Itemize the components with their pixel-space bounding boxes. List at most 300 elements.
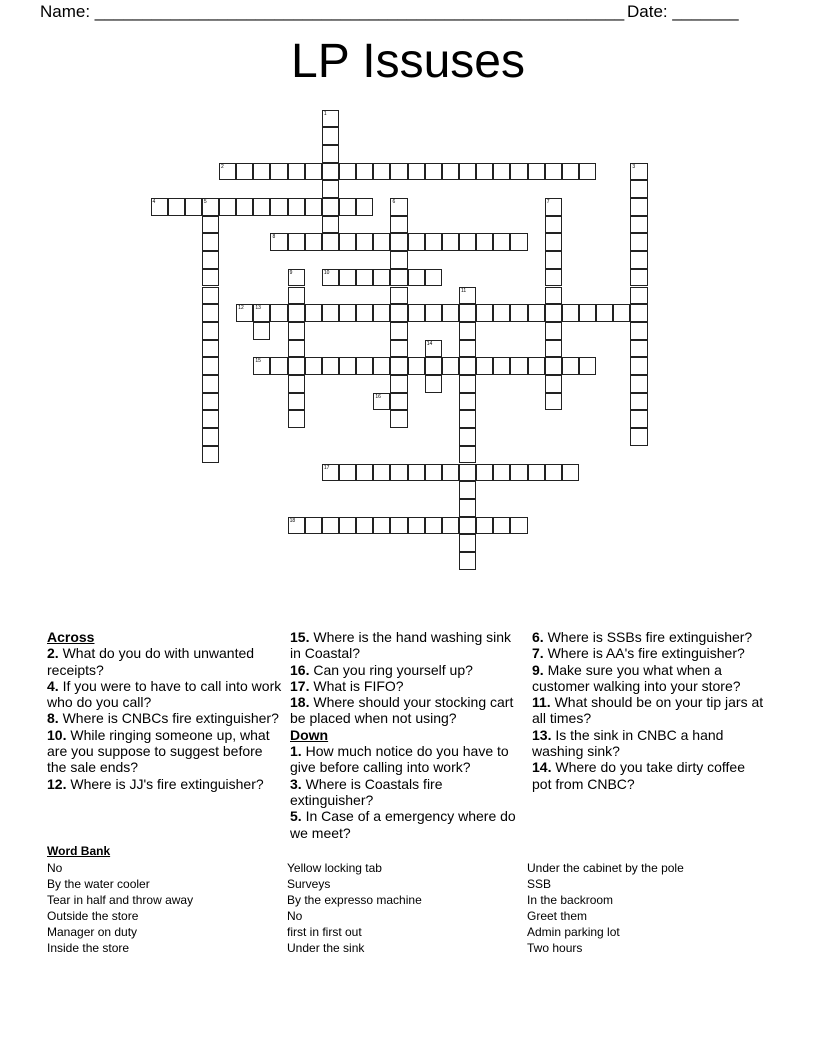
clue-item — [532, 629, 767, 645]
crossword-cell[interactable] — [459, 534, 476, 552]
crossword-cell[interactable] — [270, 233, 287, 251]
crossword-cell[interactable] — [493, 357, 510, 375]
crossword-cell[interactable] — [288, 340, 305, 358]
crossword-cell[interactable] — [425, 517, 442, 535]
clue-text: Where is CNBCs fire extinguisher? — [62, 710, 279, 727]
crossword-cell[interactable] — [425, 340, 442, 358]
crossword-cell[interactable] — [630, 233, 647, 251]
clue-text: Where is the hand washing sink in Coastal? — [290, 629, 512, 662]
clue-text: Where do you take dirty coffee pot from CNBC? — [532, 759, 745, 792]
crossword-cell[interactable] — [390, 216, 407, 234]
crossword-cell[interactable] — [202, 322, 219, 340]
crossword-cell[interactable] — [562, 464, 579, 482]
crossword-cell[interactable] — [270, 304, 287, 322]
crossword-cell[interactable] — [253, 322, 270, 340]
crossword-cell[interactable] — [356, 357, 373, 375]
crossword-cell[interactable] — [390, 322, 407, 340]
crossword-cell[interactable] — [459, 357, 476, 375]
crossword-cell[interactable] — [510, 357, 527, 375]
word-bank-item: Under the cabinet by the pole — [527, 861, 684, 875]
crossword-cell[interactable] — [408, 357, 425, 375]
crossword-cell[interactable] — [202, 357, 219, 375]
crossword-cell[interactable] — [305, 304, 322, 322]
word-bank-column-1 — [47, 860, 193, 956]
clue-number: 5. — [290, 808, 302, 825]
crossword-cell[interactable] — [322, 517, 339, 535]
crossword-cell[interactable] — [202, 216, 219, 234]
crossword-cell[interactable] — [202, 269, 219, 287]
crossword-cell[interactable] — [528, 357, 545, 375]
word-bank-item: Greet them — [527, 909, 588, 923]
clue-item — [47, 678, 282, 711]
clues-column-3 — [532, 629, 767, 792]
crossword-cell[interactable] — [236, 198, 253, 216]
crossword-cell[interactable] — [390, 198, 407, 216]
crossword-cell[interactable] — [459, 428, 476, 446]
crossword-cell[interactable] — [459, 304, 476, 322]
crossword-cell[interactable] — [253, 198, 270, 216]
crossword-cell[interactable] — [613, 304, 630, 322]
crossword-cell[interactable] — [476, 464, 493, 482]
crossword-cell[interactable] — [253, 357, 270, 375]
crossword-cell[interactable] — [442, 304, 459, 322]
crossword-cell[interactable] — [288, 287, 305, 305]
crossword-cell[interactable] — [339, 163, 356, 181]
crossword-cell[interactable] — [168, 198, 185, 216]
clue-number: 16. — [290, 661, 310, 678]
crossword-cell[interactable] — [322, 304, 339, 322]
page-title: LP Issuses — [291, 35, 525, 88]
crossword-cell[interactable] — [305, 163, 322, 181]
crossword-cell[interactable] — [373, 357, 390, 375]
word-bank-title: Word Bank — [47, 844, 111, 858]
clue-text: Where is SSBs fire extinguisher? — [547, 629, 753, 645]
crossword-cell[interactable] — [545, 287, 562, 305]
crossword-cell[interactable] — [510, 233, 527, 251]
crossword-cell[interactable] — [493, 304, 510, 322]
crossword-cell[interactable] — [459, 163, 476, 181]
clue-number: 18. — [290, 694, 310, 711]
word-bank-item: Two hours — [527, 941, 583, 955]
crossword-cell[interactable] — [202, 446, 219, 464]
crossword-cell[interactable] — [322, 145, 339, 163]
crossword-cell[interactable] — [202, 251, 219, 269]
crossword-cell[interactable] — [425, 233, 442, 251]
clue-item — [290, 776, 525, 809]
word-bank-item: first in first out — [287, 925, 362, 939]
crossword-cell[interactable] — [356, 517, 373, 535]
clue-number: 11 — [461, 287, 467, 294]
crossword-cell[interactable] — [459, 287, 476, 305]
crossword-cell[interactable] — [356, 464, 373, 482]
word-bank-item: By the water cooler — [47, 877, 150, 891]
crossword-cell[interactable] — [493, 464, 510, 482]
crossword-cell[interactable] — [630, 198, 647, 216]
crossword-cell[interactable] — [236, 304, 253, 322]
clue-text: In Case of a emergency where do we meet? — [290, 808, 516, 841]
crossword-cell[interactable] — [288, 163, 305, 181]
crossword-cell[interactable] — [390, 251, 407, 269]
crossword-cell[interactable] — [202, 287, 219, 305]
clue-number: 9 — [289, 269, 293, 276]
crossword-cell[interactable] — [253, 304, 270, 322]
crossword-cell[interactable] — [373, 393, 390, 411]
crossword-cell[interactable] — [288, 410, 305, 428]
crossword-cell[interactable] — [322, 110, 339, 128]
crossword-cell[interactable] — [408, 233, 425, 251]
crossword-cell[interactable] — [305, 357, 322, 375]
crossword-cell[interactable] — [579, 304, 596, 322]
crossword-cell[interactable] — [630, 304, 647, 322]
crossword-cell[interactable] — [270, 198, 287, 216]
crossword-cell[interactable] — [630, 340, 647, 358]
crossword-cell[interactable] — [339, 517, 356, 535]
clue-number: 14. — [532, 759, 552, 776]
crossword-cell[interactable] — [390, 393, 407, 411]
crossword-cell[interactable] — [390, 410, 407, 428]
clue-text: Make sure you what when a customer walking into your store? — [532, 661, 741, 694]
crossword-cell[interactable] — [202, 198, 219, 216]
clue-item — [532, 694, 767, 727]
clue-item — [532, 727, 767, 760]
crossword-cell[interactable] — [219, 198, 236, 216]
clue-text: Where is AA's fire extinguisher? — [547, 645, 745, 662]
crossword-cell[interactable] — [545, 393, 562, 411]
clue-number: 1. — [290, 743, 302, 760]
crossword-cell[interactable] — [408, 304, 425, 322]
clues-column-1 — [47, 629, 282, 792]
clue-number: 2 — [221, 163, 224, 170]
clue-number: 4. — [47, 677, 59, 694]
crossword-cell[interactable] — [545, 464, 562, 482]
crossword-cell[interactable] — [493, 163, 510, 181]
crossword-cell[interactable] — [219, 163, 236, 181]
crossword-cell[interactable] — [630, 269, 647, 287]
crossword-cell[interactable] — [442, 233, 459, 251]
clue-item — [532, 662, 767, 695]
word-bank-item: Tear in half and throw away — [47, 893, 194, 907]
clue-item — [290, 678, 525, 694]
crossword-cell[interactable] — [339, 269, 356, 287]
word-bank-item: In the backroom — [527, 893, 614, 907]
crossword-cell[interactable] — [545, 322, 562, 340]
clue-text: Where should your stocking cart be placed when not using? — [290, 694, 514, 727]
clue-item — [47, 727, 282, 776]
crossword-cell[interactable] — [425, 269, 442, 287]
crossword-cell[interactable] — [579, 357, 596, 375]
crossword-cell[interactable] — [202, 410, 219, 428]
clue-text: Can you ring yourself up? — [313, 661, 473, 678]
crossword-cell[interactable] — [630, 180, 647, 198]
crossword-cell[interactable] — [630, 287, 647, 305]
clues-column-2 — [290, 629, 525, 841]
crossword-cell[interactable] — [459, 233, 476, 251]
clue-text: What do you do with unwanted receipts? — [47, 645, 255, 678]
crossword-cell[interactable] — [202, 393, 219, 411]
clue-number: 10. — [47, 726, 67, 743]
crossword-cell[interactable] — [390, 304, 407, 322]
crossword-cell[interactable] — [545, 216, 562, 234]
crossword-cell[interactable] — [630, 428, 647, 446]
clue-item — [47, 776, 282, 792]
crossword-cell[interactable] — [442, 163, 459, 181]
crossword-cell[interactable] — [390, 464, 407, 482]
crossword-cell[interactable] — [288, 357, 305, 375]
crossword-cell[interactable] — [390, 269, 407, 287]
crossword-cell[interactable] — [288, 322, 305, 340]
crossword-cell[interactable] — [562, 357, 579, 375]
clue-item — [290, 808, 525, 841]
crossword-cell[interactable] — [339, 464, 356, 482]
crossword-cell[interactable] — [253, 163, 270, 181]
clue-number: 6 — [392, 199, 396, 205]
crossword-cell[interactable] — [151, 198, 168, 216]
clue-item — [47, 645, 282, 678]
crossword-cell[interactable] — [459, 481, 476, 499]
crossword-cell[interactable] — [202, 340, 219, 358]
crossword-cell[interactable] — [425, 163, 442, 181]
crossword-cell[interactable] — [408, 517, 425, 535]
crossword-cell[interactable] — [510, 464, 527, 482]
crossword-cell[interactable] — [459, 393, 476, 411]
crossword-cell[interactable] — [476, 233, 493, 251]
crossword-cell[interactable] — [322, 163, 339, 181]
crossword-cell[interactable] — [322, 269, 339, 287]
crossword-cell[interactable] — [356, 269, 373, 287]
clue-text: How much notice do you have to give before calling into work? — [290, 743, 509, 776]
crossword-cell[interactable] — [339, 357, 356, 375]
crossword-cell[interactable] — [322, 464, 339, 482]
crossword-cell[interactable] — [390, 517, 407, 535]
clue-number: 12. — [47, 775, 67, 792]
clue-number: 8 — [272, 234, 276, 241]
crossword-cell[interactable] — [288, 517, 305, 535]
crossword-cell[interactable] — [545, 304, 562, 322]
crossword-cell[interactable] — [579, 163, 596, 181]
crossword-cell[interactable] — [545, 340, 562, 358]
crossword-cell[interactable] — [356, 233, 373, 251]
word-bank-item: SSB — [527, 877, 552, 891]
crossword-cell[interactable] — [459, 375, 476, 393]
crossword-cell[interactable] — [322, 198, 339, 216]
crossword-cell[interactable] — [322, 233, 339, 251]
crossword-cell[interactable] — [339, 304, 356, 322]
crossword-cell[interactable] — [408, 464, 425, 482]
crossword-cell[interactable] — [425, 304, 442, 322]
crossword-cell[interactable] — [476, 357, 493, 375]
crossword-cell[interactable] — [476, 163, 493, 181]
clue-number: 7 — [546, 199, 550, 205]
word-bank-item: Yellow locking tab — [287, 861, 382, 875]
crossword-cell[interactable] — [493, 517, 510, 535]
crossword-cell[interactable] — [425, 464, 442, 482]
crossword-cell[interactable] — [545, 357, 562, 375]
clue-heading: Down — [290, 726, 329, 743]
crossword-cell[interactable] — [356, 163, 373, 181]
word-bank-item: Outside the store — [47, 909, 139, 923]
crossword-cell[interactable] — [476, 304, 493, 322]
clue-text: Where is JJ's fire extinguisher? — [70, 775, 264, 792]
crossword-cell[interactable] — [202, 428, 219, 446]
word-bank-column-2 — [287, 860, 422, 956]
crossword-cell[interactable] — [288, 198, 305, 216]
crossword-cell[interactable] — [185, 198, 202, 216]
crossword-cell[interactable] — [442, 517, 459, 535]
clue-number: 5 — [203, 199, 207, 205]
crossword-cell[interactable] — [459, 464, 476, 482]
crossword-cell[interactable] — [630, 357, 647, 375]
crossword-cell[interactable] — [476, 517, 493, 535]
clue-number: 3. — [290, 775, 302, 792]
crossword-cell[interactable] — [288, 269, 305, 287]
crossword-cell[interactable] — [373, 233, 390, 251]
crossword-cell[interactable] — [459, 322, 476, 340]
crossword-cell[interactable] — [545, 269, 562, 287]
clue-item — [290, 743, 525, 776]
crossword-cell[interactable] — [630, 163, 647, 181]
crossword-cell[interactable] — [356, 198, 373, 216]
clue-text: What should be on your tip jars at all times? — [532, 694, 764, 727]
crossword-cell[interactable] — [322, 127, 339, 145]
clue-number: 15 — [255, 358, 261, 365]
crossword-cell[interactable] — [288, 393, 305, 411]
clue-number: 12 — [238, 305, 244, 312]
crossword-cell[interactable] — [493, 233, 510, 251]
clue-item — [290, 694, 525, 727]
word-bank-item: By the expresso machine — [287, 893, 422, 907]
crossword-cell[interactable] — [545, 251, 562, 269]
crossword-cell[interactable] — [510, 304, 527, 322]
clue-text: Is the sink in CNBC a hand washing sink? — [532, 726, 724, 760]
clue-number: 8. — [47, 710, 59, 727]
crossword-cell[interactable] — [305, 517, 322, 535]
clue-number: 9. — [532, 661, 544, 678]
crossword-cell[interactable] — [459, 517, 476, 535]
crossword-cell[interactable] — [322, 180, 339, 198]
crossword-cell[interactable] — [356, 304, 373, 322]
clue-heading: Across — [47, 629, 95, 645]
crossword-cell[interactable] — [459, 552, 476, 570]
crossword-cell[interactable] — [236, 163, 253, 181]
crossword-cell[interactable] — [390, 287, 407, 305]
clue-number: 11. — [532, 694, 551, 711]
crossword-cell[interactable] — [459, 410, 476, 428]
crossword-cell[interactable] — [339, 198, 356, 216]
crossword-cell[interactable] — [202, 375, 219, 393]
clue-number: 4 — [152, 199, 156, 205]
crossword-cell[interactable] — [305, 198, 322, 216]
clue-item — [532, 759, 767, 792]
clue-number: 15. — [290, 629, 310, 645]
crossword-cell[interactable] — [630, 410, 647, 428]
clue-number: 16 — [375, 393, 381, 400]
crossword-cell[interactable] — [545, 163, 562, 181]
crossword-cell[interactable] — [373, 464, 390, 482]
crossword-cell[interactable] — [528, 163, 545, 181]
crossword-cell[interactable] — [408, 163, 425, 181]
clue-item — [290, 629, 525, 662]
crossword-cell[interactable] — [545, 198, 562, 216]
clue-item — [47, 710, 282, 726]
crossword-cell[interactable] — [562, 163, 579, 181]
crossword-cell[interactable] — [630, 375, 647, 393]
word-bank-item: Inside the store — [47, 941, 130, 955]
crossword-cell[interactable] — [390, 340, 407, 358]
crossword-cell[interactable] — [202, 233, 219, 251]
clue-number: 1 — [323, 110, 327, 117]
crossword-cell[interactable] — [528, 304, 545, 322]
clue-text: If you were to have to call into work who do you call? — [47, 677, 282, 711]
clue-number: 18 — [289, 517, 296, 524]
crossword-cell[interactable] — [459, 499, 476, 517]
clue-item — [290, 662, 525, 678]
crossword-cell[interactable] — [630, 322, 647, 340]
crossword-cell[interactable] — [339, 233, 356, 251]
crossword-cell[interactable] — [630, 393, 647, 411]
name-field-label: Name: ________________________________________________________ — [40, 2, 625, 21]
crossword-cell[interactable] — [630, 251, 647, 269]
clue-number: 3 — [632, 163, 636, 170]
clue-number: 17 — [323, 464, 330, 471]
crossword-cell[interactable] — [510, 163, 527, 181]
crossword-cell[interactable] — [322, 216, 339, 234]
crossword-cell[interactable] — [270, 357, 287, 375]
clue-number: 2. — [47, 645, 59, 662]
date-field-label: Date: _______ — [627, 2, 739, 21]
crossword-cell[interactable] — [528, 464, 545, 482]
crossword-cell[interactable] — [459, 446, 476, 464]
crossword-cell[interactable] — [630, 216, 647, 234]
crossword-cell[interactable] — [373, 304, 390, 322]
crossword-cell[interactable] — [373, 517, 390, 535]
clue-text: While ringing someone up, what are you suppose to suggest before the sale ends? — [47, 726, 270, 776]
clue-number: 10 — [323, 269, 330, 276]
clue-item — [532, 645, 767, 661]
crossword-cell[interactable] — [288, 233, 305, 251]
clue-number: 13. — [532, 726, 552, 743]
clue-text: What is FIFO? — [313, 677, 404, 694]
word-bank-column-3 — [527, 860, 684, 956]
crossword-cell[interactable] — [425, 357, 442, 375]
crossword-cell[interactable] — [305, 233, 322, 251]
clue-number: 13 — [255, 305, 261, 312]
crossword-cell[interactable] — [202, 304, 219, 322]
crossword-cell[interactable] — [442, 357, 459, 375]
crossword-cell[interactable] — [288, 375, 305, 393]
crossword-cell[interactable] — [510, 517, 527, 535]
crossword-cell[interactable] — [545, 233, 562, 251]
crossword-cell[interactable] — [545, 375, 562, 393]
crossword-cell[interactable] — [562, 304, 579, 322]
crossword-cell[interactable] — [390, 375, 407, 393]
crossword-cell[interactable] — [373, 163, 390, 181]
crossword-cell[interactable] — [390, 233, 407, 251]
crossword-cell[interactable] — [390, 357, 407, 375]
crossword-cell[interactable] — [270, 163, 287, 181]
crossword-cell[interactable] — [459, 340, 476, 358]
crossword-cell[interactable] — [425, 375, 442, 393]
crossword-cell[interactable] — [596, 304, 613, 322]
crossword-cell[interactable] — [408, 269, 425, 287]
crossword-cell[interactable] — [442, 464, 459, 482]
word-bank-item: Manager on duty — [47, 925, 138, 939]
crossword-cell[interactable] — [288, 304, 305, 322]
word-bank-item: No — [287, 909, 303, 923]
crossword-cell[interactable] — [322, 357, 339, 375]
crossword-cell[interactable] — [390, 163, 407, 181]
clue-number: 14 — [426, 340, 433, 347]
crossword-cell[interactable] — [373, 269, 390, 287]
